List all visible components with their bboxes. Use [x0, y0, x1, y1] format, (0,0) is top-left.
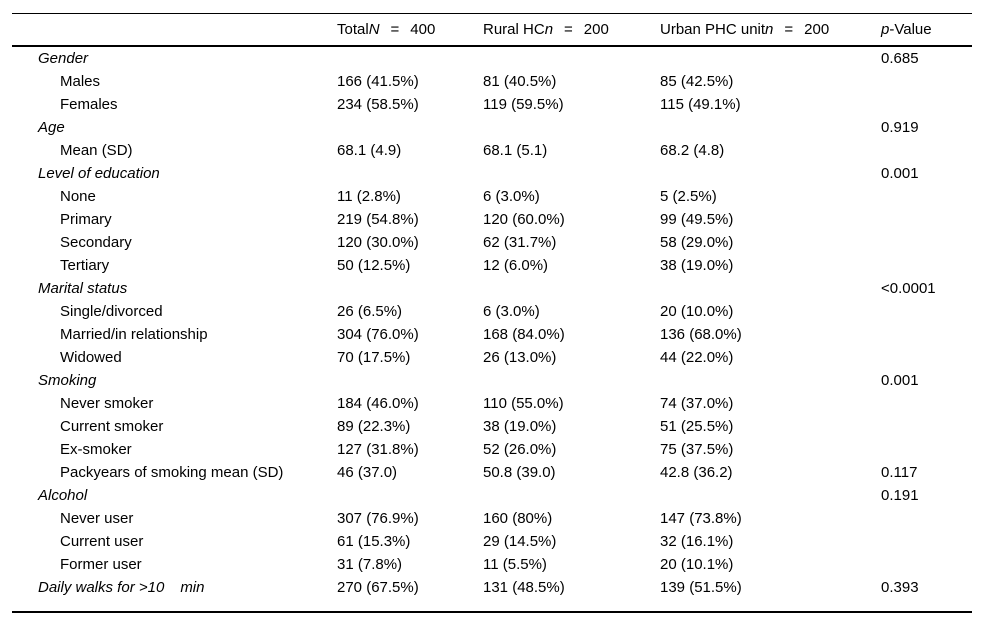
- table-row-section-gender: [12, 46, 972, 70]
- cell-pvalue: 0.919: [881, 119, 919, 136]
- table-row-males: [12, 70, 972, 93]
- cell-pvalue: [881, 70, 972, 93]
- col-header-pvalue-var: p: [881, 21, 890, 38]
- cell-rural: 29 (14.5%): [483, 533, 557, 550]
- cell-rural: 131 (48.5%): [483, 579, 565, 596]
- cell-urban: 20 (10.0%): [660, 303, 734, 320]
- cell-pvalue: [881, 346, 972, 369]
- col-header-urban-var: n: [765, 21, 774, 38]
- cell-rural: [483, 484, 660, 507]
- cell-urban: 99 (49.5%): [660, 211, 734, 228]
- table-row-section-smoking: [12, 369, 972, 392]
- row-label: Widowed: [60, 349, 122, 366]
- cell-rural: 38 (19.0%): [483, 418, 557, 435]
- row-label: Tertiary: [60, 257, 110, 274]
- cell-total: 68.1 (4.9): [337, 142, 402, 159]
- row-label-main: Daily walks for >10: [38, 579, 165, 596]
- cell-pvalue: 0.191: [881, 487, 919, 504]
- cell-total: [337, 162, 483, 185]
- row-label: Marital status: [38, 280, 128, 297]
- row-label: Current user: [60, 533, 144, 550]
- cell-rural: 160 (80%): [483, 510, 553, 527]
- cell-urban: 20 (10.1%): [660, 556, 734, 573]
- row-label: Smoking: [38, 372, 97, 389]
- col-header-total-var: N: [368, 21, 380, 38]
- cell-pvalue: [881, 553, 972, 576]
- cell-total: 166 (41.5%): [337, 73, 419, 90]
- cell-total: 234 (58.5%): [337, 96, 419, 113]
- row-label: Mean (SD): [60, 142, 133, 159]
- table-row-mean-sd: [12, 139, 972, 162]
- row-label: Never user: [60, 510, 134, 527]
- row-label: None: [60, 188, 96, 205]
- table-row-married: [12, 323, 972, 346]
- table-row-section-marital: [12, 277, 972, 300]
- cell-total: [337, 277, 483, 300]
- col-header-rural: [483, 14, 660, 47]
- cell-urban: [660, 46, 881, 70]
- cell-pvalue: [881, 530, 972, 553]
- cell-urban: 74 (37.0%): [660, 395, 734, 412]
- cell-urban: 5 (2.5%): [660, 188, 717, 205]
- cell-urban: 147 (73.8%): [660, 510, 742, 527]
- cell-pvalue: [881, 438, 972, 461]
- table-row-tertiary: [12, 254, 972, 277]
- cell-urban: 139 (51.5%): [660, 579, 742, 596]
- cell-pvalue: 0.117: [881, 464, 918, 481]
- table-row-females: [12, 93, 972, 116]
- table-row-never-smoker: [12, 392, 972, 415]
- col-header-urban-value: 200: [804, 21, 830, 38]
- cell-total: 89 (22.3%): [337, 418, 411, 435]
- row-label: Former user: [60, 556, 142, 573]
- col-header-total-text: Total: [337, 21, 369, 38]
- cell-total: 219 (54.8%): [337, 211, 419, 228]
- row-label-suffix: min: [180, 579, 205, 596]
- col-header-pvalue-rest: -Value: [889, 21, 932, 38]
- cell-pvalue: 0.685: [881, 50, 919, 67]
- cell-rural: 68.1 (5.1): [483, 142, 548, 159]
- row-label: Females: [60, 96, 118, 113]
- cell-pvalue: [881, 507, 972, 530]
- col-header-rural-value: 200: [583, 21, 609, 38]
- cell-pvalue: 0.001: [881, 372, 919, 389]
- cell-urban: 68.2 (4.8): [660, 142, 725, 159]
- row-label: Level of education: [38, 165, 160, 182]
- cell-total: 127 (31.8%): [337, 441, 419, 458]
- cell-urban: [660, 162, 881, 185]
- cell-total: 270 (67.5%): [337, 579, 419, 596]
- row-label: Age: [38, 119, 65, 136]
- cell-total: 46 (37.0): [337, 464, 398, 481]
- cell-urban: [660, 277, 881, 300]
- cell-total: 26 (6.5%): [337, 303, 403, 320]
- cell-pvalue: [881, 254, 972, 277]
- cell-pvalue: [881, 300, 972, 323]
- cell-total: 70 (17.5%): [337, 349, 411, 366]
- cell-rural: [483, 162, 660, 185]
- table-header-row: [12, 14, 972, 47]
- cell-rural: 6 (3.0%): [483, 188, 540, 205]
- row-label: Gender: [38, 50, 89, 67]
- demographics-table-container: [12, 13, 972, 613]
- table-row-section-alcohol: [12, 484, 972, 507]
- demographics-table: [12, 13, 972, 613]
- table-row-never-user: [12, 507, 972, 530]
- cell-pvalue: [881, 185, 972, 208]
- cell-pvalue: [881, 208, 972, 231]
- cell-urban: [660, 369, 881, 392]
- cell-rural: 119 (59.5%): [483, 96, 564, 113]
- table-row-ex-smoker: [12, 438, 972, 461]
- row-label: Males: [60, 73, 101, 90]
- cell-rural: 26 (13.0%): [483, 349, 557, 366]
- cell-total: [337, 484, 483, 507]
- table-row-daily-walks: [12, 576, 972, 599]
- cell-urban: 44 (22.0%): [660, 349, 734, 366]
- col-header-urban-text: Urban PHC unit: [660, 21, 766, 38]
- cell-rural: 52 (26.0%): [483, 441, 557, 458]
- row-label: Current smoker: [60, 418, 164, 435]
- cell-urban: 136 (68.0%): [660, 326, 742, 343]
- cell-total: [337, 369, 483, 392]
- cell-pvalue: [881, 392, 972, 415]
- cell-rural: [483, 46, 660, 70]
- table-bottom-spacer: [12, 599, 972, 612]
- table-row-single-divorced: [12, 300, 972, 323]
- cell-rural: 12 (6.0%): [483, 257, 549, 274]
- row-label: Packyears of smoking mean (SD): [60, 464, 284, 481]
- col-header-urban: [660, 14, 881, 47]
- col-header-urban-eq: =: [784, 21, 794, 38]
- cell-pvalue: [881, 415, 972, 438]
- table-row-current-smoker: [12, 415, 972, 438]
- cell-pvalue: [881, 139, 972, 162]
- cell-rural: 62 (31.7%): [483, 234, 557, 251]
- cell-urban: 85 (42.5%): [660, 73, 734, 90]
- cell-total: 31 (7.8%): [337, 556, 403, 573]
- cell-total: [337, 46, 483, 70]
- cell-urban: 75 (37.5%): [660, 441, 734, 458]
- cell-pvalue: 0.001: [881, 165, 919, 182]
- cell-total: 120 (30.0%): [337, 234, 419, 251]
- cell-pvalue: [881, 231, 972, 254]
- table-row-section-education: [12, 162, 972, 185]
- cell-rural: 11 (5.5%): [483, 556, 547, 573]
- row-label: Alcohol: [38, 487, 88, 504]
- cell-total: 184 (46.0%): [337, 395, 419, 412]
- row-label: Married/in relationship: [60, 326, 208, 343]
- col-header-rural-eq: =: [564, 21, 573, 38]
- row-label: Secondary: [60, 234, 132, 251]
- cell-rural: 50.8 (39.0): [483, 464, 556, 481]
- cell-pvalue: 0.393: [881, 579, 919, 596]
- row-label: Single/divorced: [60, 303, 163, 320]
- col-header-total-eq: =: [390, 21, 400, 38]
- cell-total: [337, 116, 483, 139]
- cell-urban: 32 (16.1%): [660, 533, 734, 550]
- col-header-pvalue: [881, 14, 972, 47]
- cell-pvalue: [881, 93, 972, 116]
- row-label: Never smoker: [60, 395, 154, 412]
- cell-total: 50 (12.5%): [337, 257, 411, 274]
- cell-rural: 110 (55.0%): [483, 395, 564, 412]
- cell-urban: 42.8 (36.2): [660, 464, 733, 481]
- col-header-rural-text: Rural HC: [483, 21, 545, 38]
- cell-urban: [660, 484, 881, 507]
- col-header-rural-var: n: [544, 21, 554, 38]
- col-header-total: [337, 14, 483, 47]
- cell-rural: [483, 369, 660, 392]
- table-row-none: [12, 185, 972, 208]
- col-header-total-value: 400: [410, 21, 436, 38]
- cell-total: 304 (76.0%): [337, 326, 419, 343]
- cell-urban: 58 (29.0%): [660, 234, 734, 251]
- cell-urban: 51 (25.5%): [660, 418, 734, 435]
- table-row-widowed: [12, 346, 972, 369]
- cell-rural: 120 (60.0%): [483, 211, 565, 228]
- cell-rural: [483, 277, 660, 300]
- row-label: Ex-smoker: [60, 441, 132, 458]
- table-row-packyears: [12, 461, 972, 484]
- cell-rural: 168 (84.0%): [483, 326, 565, 343]
- cell-total: 11 (2.8%): [337, 188, 401, 205]
- cell-urban: 38 (19.0%): [660, 257, 734, 274]
- cell-pvalue: <0.0001: [881, 280, 936, 297]
- table-row-section-age: [12, 116, 972, 139]
- row-label: [12, 576, 337, 599]
- cell-total: 61 (15.3%): [337, 533, 411, 550]
- cell-rural: [483, 116, 660, 139]
- cell-pvalue: [881, 323, 972, 346]
- cell-rural: 6 (3.0%): [483, 303, 540, 320]
- table-row-current-user: [12, 530, 972, 553]
- table-row-secondary: [12, 231, 972, 254]
- table-row-primary: [12, 208, 972, 231]
- cell-urban: 115 (49.1%): [660, 96, 741, 113]
- col-header-empty: [12, 14, 337, 47]
- cell-urban: [660, 116, 881, 139]
- table-row-former-user: [12, 553, 972, 576]
- row-label: Primary: [60, 211, 112, 228]
- spacer-cell: [12, 599, 972, 612]
- cell-rural: 81 (40.5%): [483, 73, 557, 90]
- cell-total: 307 (76.9%): [337, 510, 419, 527]
